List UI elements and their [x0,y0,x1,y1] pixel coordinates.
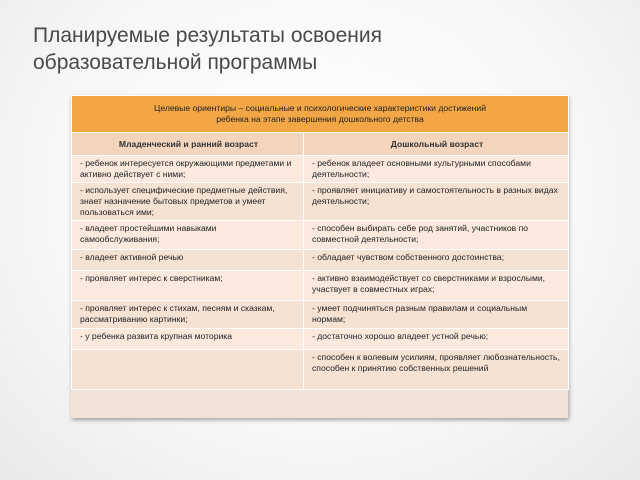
table-cell-right: - активно взаимодействует со сверстниками и взрослыми, участвует в совместных играх; [304,271,569,301]
table-row [72,350,569,390]
table-cell-left: - проявляет интерес к сверстникам; [72,271,304,301]
table-header-row [72,96,569,133]
table-cell-right: - способен к волевым усилиям, проявляет любознательность, способен к принятию собственных решений [304,350,569,390]
targets-table-container [71,95,568,418]
table-row [72,221,569,250]
table-cell-left: - проявляет интерес к стихам, песням и сказкам, рассматриванию картинки; [72,301,304,329]
table-cell-right: - достаточно хорошо владеет устной речью; [304,329,569,350]
slide-title-line-2: образовательной программы [33,51,318,74]
table-column-titles-row [72,133,569,156]
table-cell-left: - использует специфические предметные действия, знает назначение бытовых предметов и умеет пользоваться ими; [72,183,304,221]
table-cell-left: - владеет простейшими навыками самообслуживания; [72,221,304,250]
table-cell-right: - обладает чувством собственного достоинства; [304,250,569,271]
table-cell-right: - проявляет инициативу и самостоятельность в разных видах деятельности; [304,183,569,221]
table-cell-right: - ребенок владеет основными культурными способами деятельности; [304,156,569,183]
table-row [72,329,569,350]
column-title-preschool: Дошкольный возраст [304,133,569,156]
table-row [72,271,569,301]
slide-title [33,22,593,76]
slide-title-line-1: Планируемые результаты освоения [33,24,382,47]
table-cell-left [72,350,304,390]
table-header-line-1: Целевые ориентиры – социальные и психологические характеристики достижений [153,103,487,113]
table-header-cell [72,96,569,133]
table-row [72,156,569,183]
table-cell-right: - умеет подчиняться разным правилам и социальным нормам; [304,301,569,329]
table-row [72,301,569,329]
table-cell-left: - ребенок интересуется окружающими предметами и активно действует с ними; [72,156,304,183]
targets-table [71,95,569,390]
column-title-infant: Младенческий и ранний возраст [72,133,304,156]
table-cell-right: - способен выбирать себе род занятий, участников по совместной деятельности; [304,221,569,250]
table-header-line-2: ребенка на этапе завершения дошкольного детства [216,114,424,124]
table-cell-left: - владеет активной речью [72,250,304,271]
table-row [72,183,569,221]
table-row [72,250,569,271]
table-cell-left: - у ребенка развита крупная моторика [72,329,304,350]
